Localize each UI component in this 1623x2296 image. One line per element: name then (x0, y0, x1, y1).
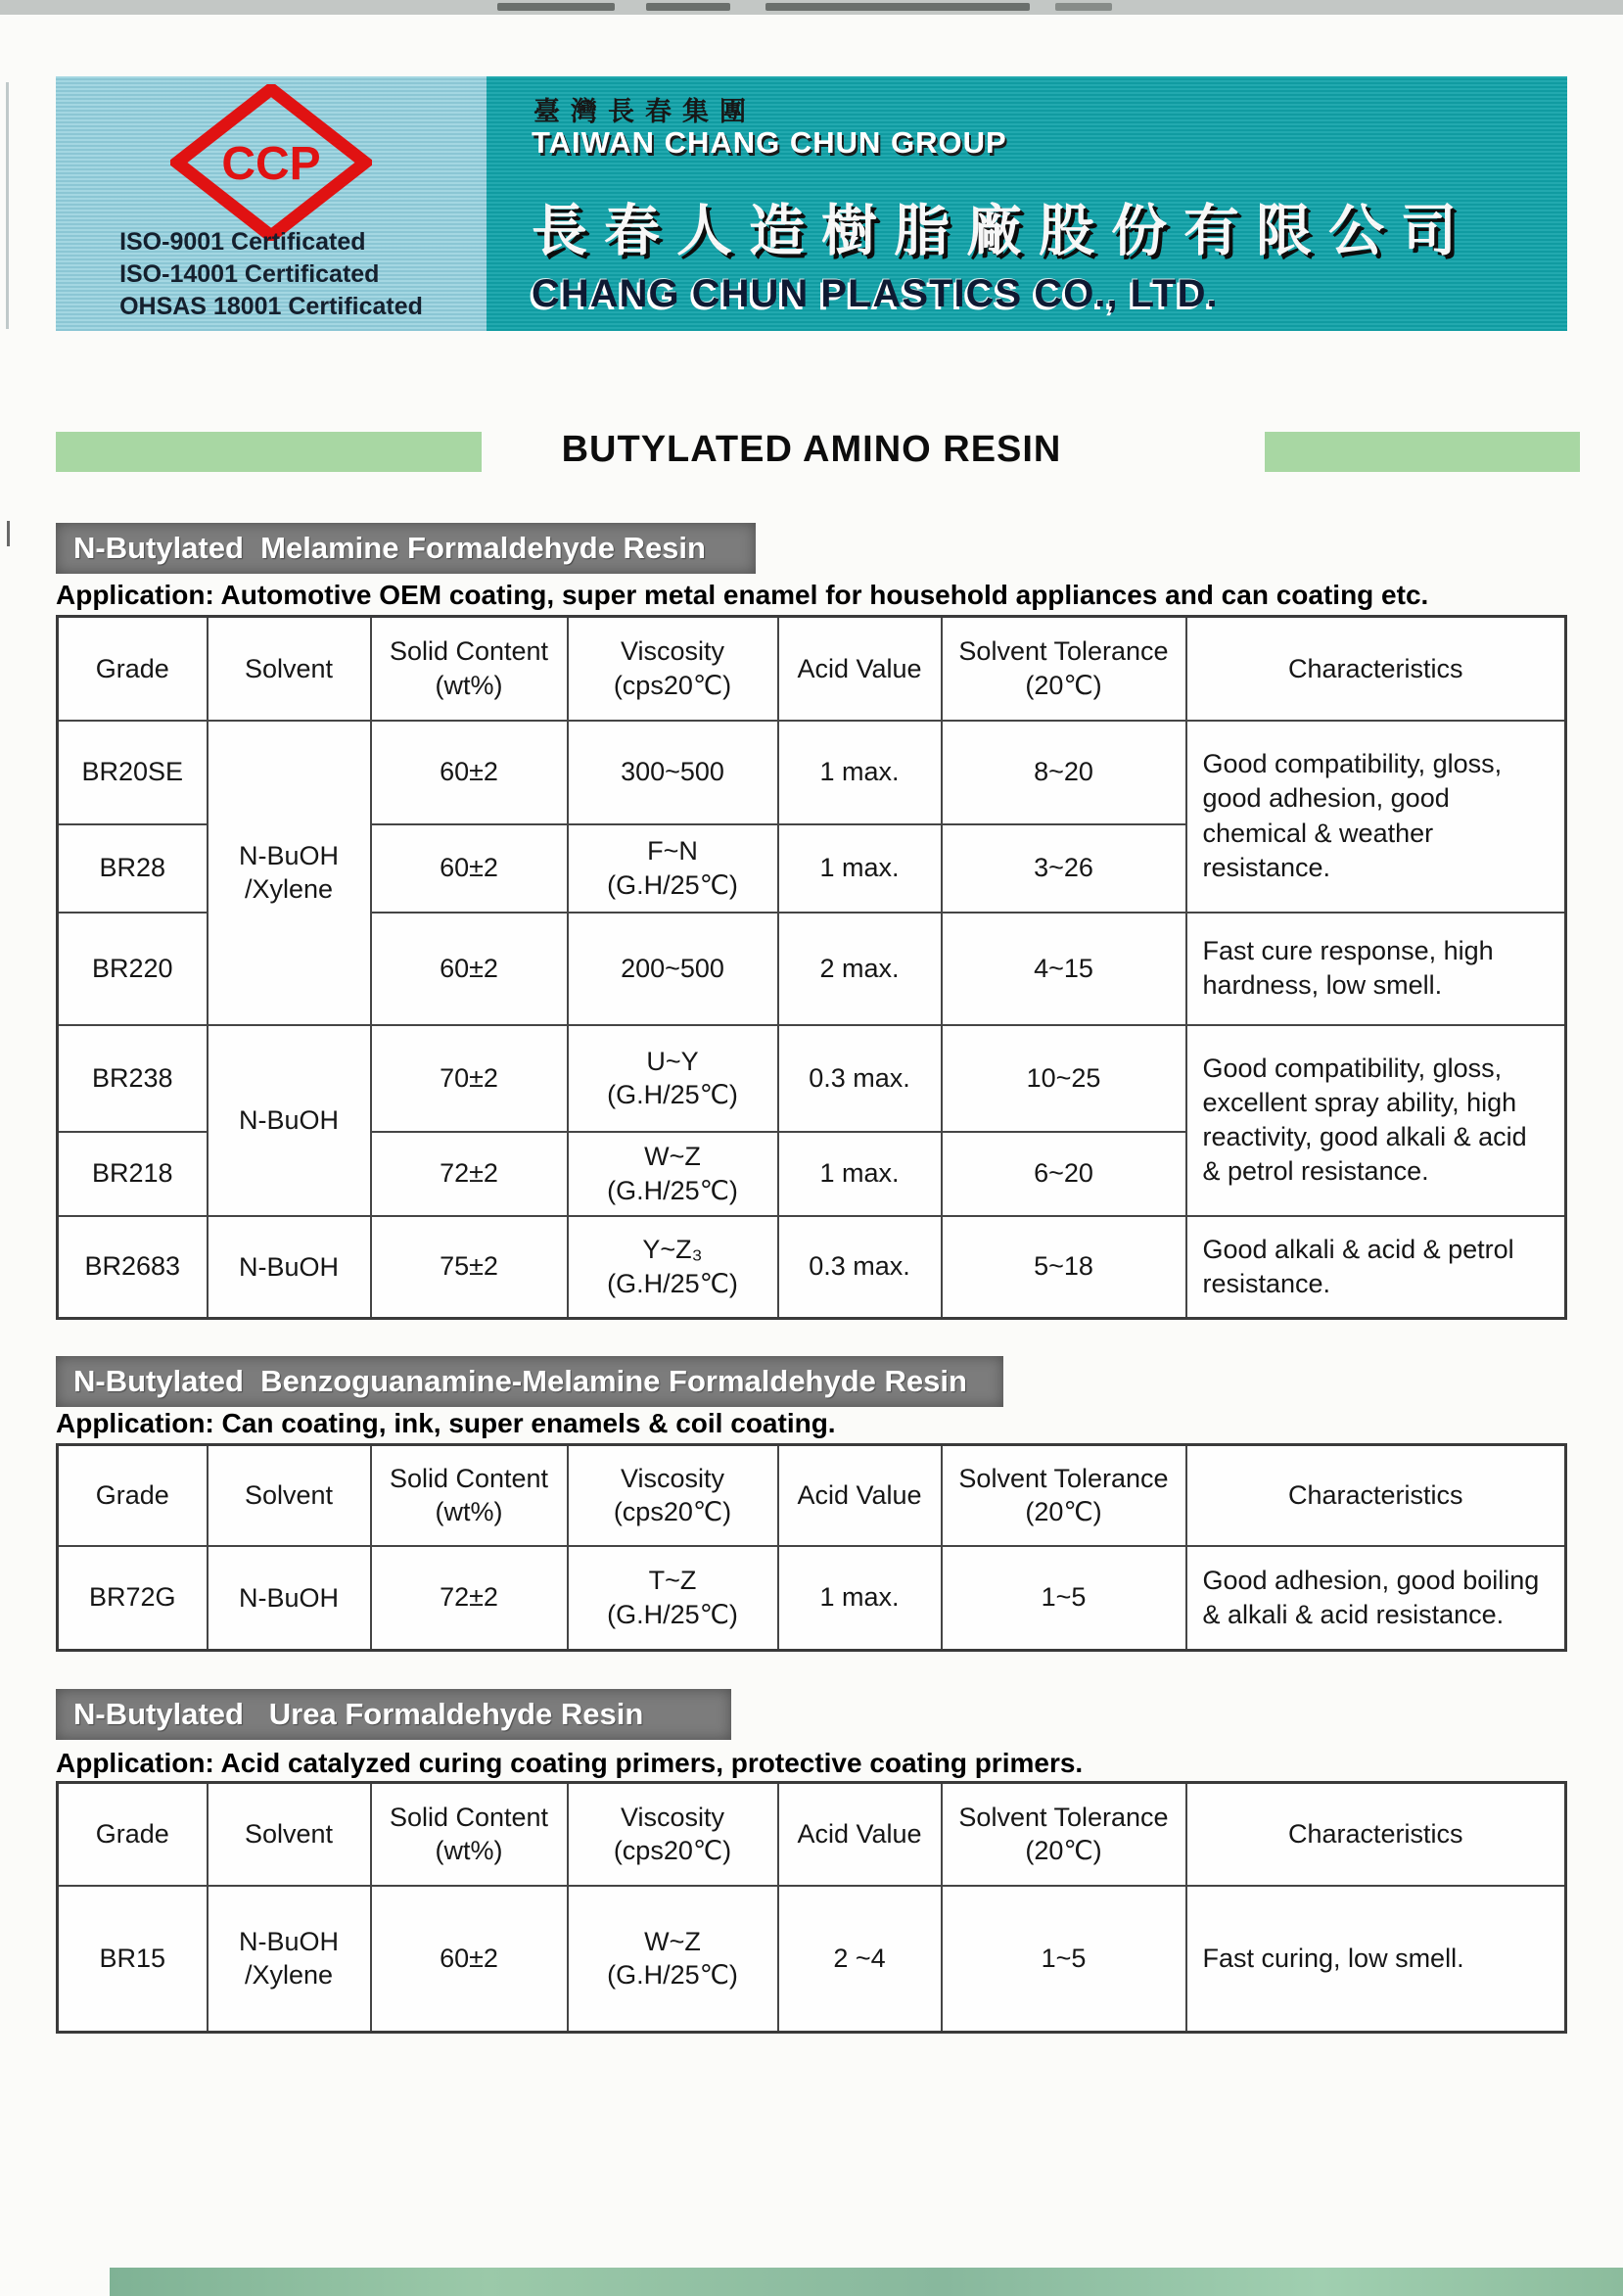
col-acid-value: Acid Value (778, 617, 942, 721)
certification-line: ISO-9001 Certificated (119, 228, 366, 256)
col-solvent-tolerance: Solvent Tolerance (20℃) (942, 1783, 1186, 1886)
footer-decoration-bar (110, 2268, 1623, 2296)
section-benzoguanamine-resin (56, 1356, 1564, 1652)
urea-resin-table (56, 1781, 1567, 2034)
application-line: Application: Can coating, ink, super enamels & coil coating. (56, 1408, 836, 1438)
cell-solid-content: 72±2 (371, 1546, 568, 1651)
cell-solid-content: 60±2 (371, 913, 568, 1025)
cell-solid-content: 60±2 (371, 824, 568, 913)
cell-viscosity: T~Z (G.H/25℃) (568, 1546, 778, 1651)
cell-acid-value: 2 ~4 (778, 1886, 942, 2033)
cell-solvent: N-BuOH (208, 1216, 371, 1319)
cell-viscosity: 200~500 (568, 913, 778, 1025)
cell-solvent-tolerance: 5~18 (942, 1216, 1186, 1319)
cell-solvent: N-BuOH (208, 1025, 371, 1216)
cell-viscosity: W~Z (G.H/25℃) (568, 1132, 778, 1216)
company-panel (487, 76, 1567, 331)
cell-solvent-tolerance: 8~20 (942, 721, 1186, 824)
col-solvent-tolerance: Solvent Tolerance (20℃) (942, 1445, 1186, 1546)
col-characteristics: Characteristics (1186, 617, 1566, 721)
col-solvent: Solvent (208, 617, 371, 721)
scan-artifact-edge (7, 521, 10, 546)
cell-characteristics: Fast cure response, high hardness, low smell. (1186, 913, 1566, 1025)
table-row (58, 1546, 1566, 1651)
section-heading: N-Butylated Urea Formaldehyde Resin (73, 1697, 644, 1731)
cell-grade: BR2683 (58, 1216, 208, 1319)
cell-characteristics: Good compatibility, gloss, excellent spray ability, high reactivity, good alkali & acid & petrol resistance. (1186, 1025, 1566, 1216)
scan-artifact-edge (6, 82, 9, 329)
certifications-block (56, 226, 487, 323)
company-name-english: CHANG CHUN PLASTICS CO., LTD. (532, 272, 1219, 315)
company-name-chinese: 長春人造樹脂廠股份有限公司 (532, 198, 1473, 263)
cell-solvent-tolerance: 10~25 (942, 1025, 1186, 1132)
certification-line: OHSAS 18001 Certificated (119, 293, 423, 320)
col-acid-value: Acid Value (778, 1445, 942, 1546)
col-solvent-tolerance: Solvent Tolerance (20℃) (942, 617, 1186, 721)
cell-solid-content: 70±2 (371, 1025, 568, 1132)
cell-solid-content: 72±2 (371, 1132, 568, 1216)
col-grade: Grade (58, 1783, 208, 1886)
cell-viscosity: U~Y (G.H/25℃) (568, 1025, 778, 1132)
table-row (58, 1025, 1566, 1132)
application-line: Application: Acid catalyzed curing coating primers, protective coating primers. (56, 1748, 1084, 1778)
col-characteristics: Characteristics (1186, 1445, 1566, 1546)
cell-acid-value: 1 max. (778, 1546, 942, 1651)
table-row (58, 1216, 1566, 1319)
col-viscosity: Viscosity (cps20℃) (568, 1445, 778, 1546)
section-heading-bar (56, 1356, 1003, 1407)
scan-smudge (765, 3, 1030, 11)
cell-solvent-tolerance: 4~15 (942, 913, 1186, 1025)
cell-viscosity: W~Z (G.H/25℃) (568, 1886, 778, 2033)
col-viscosity: Viscosity (cps20℃) (568, 1783, 778, 1886)
scan-smudge (646, 3, 730, 11)
cell-characteristics: Good compatibility, gloss, good adhesion, good chemical & weather resistance. (1186, 721, 1566, 913)
cell-characteristics: Good alkali & acid & petrol resistance. (1186, 1216, 1566, 1319)
col-solvent: Solvent (208, 1445, 371, 1546)
cell-characteristics: Fast curing, low smell. (1186, 1886, 1566, 2033)
section-heading-bar (56, 1689, 731, 1740)
col-solid-content: Solid Content (wt%) (371, 1783, 568, 1886)
section-urea-resin (56, 1689, 1564, 2034)
cell-characteristics: Good adhesion, good boiling & alkali & acid resistance. (1186, 1546, 1566, 1651)
group-name-english: TAIWAN CHANG CHUN GROUP (532, 125, 1007, 160)
cell-solid-content: 60±2 (371, 1886, 568, 2033)
cell-solvent: N-BuOH /Xylene (208, 721, 371, 1025)
cell-grade: BR28 (58, 824, 208, 913)
section-heading: N-Butylated Benzoguanamine-Melamine Formaldehyde Resin (73, 1364, 967, 1398)
scan-smudge (1055, 3, 1112, 11)
col-grade: Grade (58, 1445, 208, 1546)
cell-acid-value: 2 max. (778, 913, 942, 1025)
melamine-resin-table (56, 615, 1567, 1320)
col-solvent: Solvent (208, 1783, 371, 1886)
section-melamine-resin (56, 523, 1564, 1320)
scan-artifact-top-strip (0, 0, 1623, 15)
ccp-diamond-logo (170, 84, 372, 241)
table-header-row (58, 1445, 1566, 1546)
cell-acid-value: 1 max. (778, 824, 942, 913)
col-solid-content: Solid Content (wt%) (371, 1445, 568, 1546)
cell-acid-value: 1 max. (778, 721, 942, 824)
cell-acid-value: 0.3 max. (778, 1025, 942, 1132)
company-header (56, 76, 1567, 331)
logo-panel (56, 76, 487, 331)
cell-grade: BR220 (58, 913, 208, 1025)
cell-grade: BR72G (58, 1546, 208, 1651)
page-title: BUTYLATED AMINO RESIN (561, 429, 1062, 470)
cell-solvent-tolerance: 3~26 (942, 824, 1186, 913)
section-heading: N-Butylated Melamine Formaldehyde Resin (73, 531, 706, 565)
certification-line: ISO-14001 Certificated (119, 260, 380, 288)
table-header-row (58, 617, 1566, 721)
table-header-row (58, 1783, 1566, 1886)
section-heading-bar (56, 523, 756, 574)
cell-grade: BR218 (58, 1132, 208, 1216)
cell-grade: BR20SE (58, 721, 208, 824)
scan-smudge (497, 3, 615, 11)
cell-viscosity: 300~500 (568, 721, 778, 824)
cell-viscosity: Y~Z₃ (G.H/25℃) (568, 1216, 778, 1319)
ccp-logo-text: CCP (221, 138, 321, 190)
col-acid-value: Acid Value (778, 1783, 942, 1886)
cell-grade: BR238 (58, 1025, 208, 1132)
cell-viscosity: F~N (G.H/25℃) (568, 824, 778, 913)
col-grade: Grade (58, 617, 208, 721)
cell-grade: BR15 (58, 1886, 208, 2033)
group-name-chinese: 臺灣長春集團 (533, 97, 757, 127)
application-line: Application: Automotive OEM coating, super metal enamel for household appliances and can coating etc. (56, 580, 1429, 610)
cell-solvent-tolerance: 1~5 (942, 1886, 1186, 2033)
cell-solvent: N-BuOH (208, 1546, 371, 1651)
cell-solid-content: 75±2 (371, 1216, 568, 1319)
col-viscosity: Viscosity (cps20℃) (568, 617, 778, 721)
col-characteristics: Characteristics (1186, 1783, 1566, 1886)
cell-acid-value: 1 max. (778, 1132, 942, 1216)
cell-solid-content: 60±2 (371, 721, 568, 824)
table-row (58, 1886, 1566, 2033)
col-solid-content: Solid Content (wt%) (371, 617, 568, 721)
benzoguanamine-resin-table (56, 1443, 1567, 1652)
cell-solvent-tolerance: 6~20 (942, 1132, 1186, 1216)
cell-acid-value: 0.3 max. (778, 1216, 942, 1319)
cell-solvent: N-BuOH /Xylene (208, 1886, 371, 2033)
cell-solvent-tolerance: 1~5 (942, 1546, 1186, 1651)
table-row (58, 721, 1566, 824)
